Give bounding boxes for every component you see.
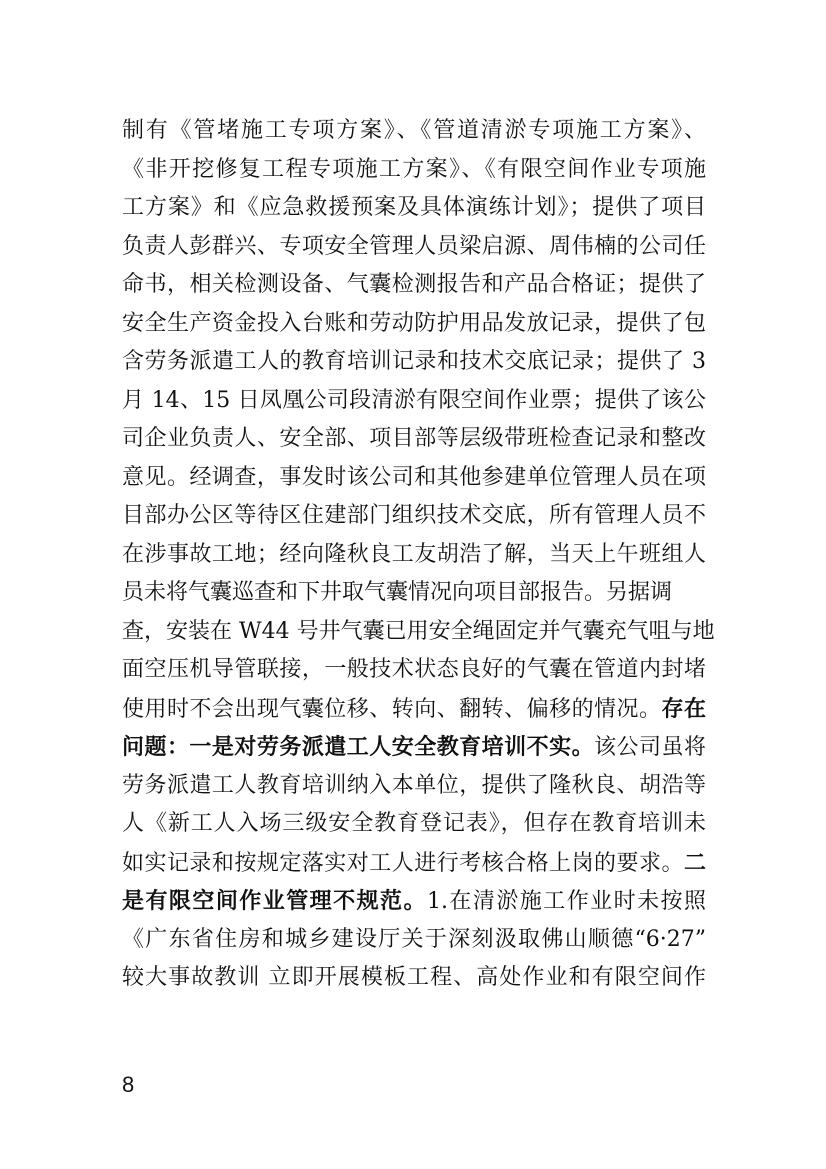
text-line [122, 459, 706, 498]
text-line [122, 266, 706, 305]
text-segment: 使用时不会出现气囊位移、转向、翻转、偏移的情况。 [122, 696, 662, 722]
text-segment: 司企业负责人、安全部、项目部等层级带班检查记录和整改 [122, 426, 706, 451]
text-line [122, 497, 706, 536]
bold-text-segment: 存在 [661, 695, 706, 722]
text-line [122, 921, 706, 960]
text-segment: 查，安装在 W44 号井气囊已用安全绳固定并气囊充气咀与地 [122, 618, 715, 644]
text-segment: 目部办公区等待区住建部门组织技术交底，所有管理人员不 [122, 503, 706, 528]
text-line [122, 690, 706, 729]
text-segment: 如实记录和按规定落实对工人进行考核合格上岗的要求。 [122, 850, 684, 876]
text-line [122, 651, 706, 690]
text-segment: 安全生产资金投入台账和劳动防护用品发放记录，提供了包 [122, 310, 706, 336]
page-number: 8 [122, 1072, 135, 1097]
text-segment: 《非开挖修复工程专项施工方案》、《有限空间作业专项施 [122, 156, 706, 182]
text-line [122, 151, 706, 190]
text-segment: 劳务派遣工人教育培训纳入本单位，提供了隆秋良、胡浩等 [122, 772, 706, 798]
text-line [122, 420, 706, 459]
text-line [122, 767, 706, 806]
text-segment: 意见。经调查，事发时该公司和其他参建单位管理人员在项 [122, 464, 706, 490]
text-line [122, 728, 706, 767]
text-segment: 月 14、15 日凤凰公司段清淤有限空间作业票；提供了该公 [122, 387, 706, 413]
document-body [122, 112, 715, 998]
text-segment: 负责人彭群兴、专项安全管理人员梁启源、周伟楠的公司任 [122, 233, 706, 259]
text-segment: 1.在清淤施工作业时未按照 [426, 889, 706, 914]
text-line [122, 382, 706, 421]
text-line [122, 228, 706, 267]
text-segment: 工方案》和《应急救援预案及具体演练计划》；提供了项目 [122, 195, 706, 220]
text-line [122, 305, 706, 344]
text-line [122, 959, 706, 998]
text-segment: 《广东省住房和城乡建设厅关于深刻汲取佛山顺德“6·27” [122, 926, 706, 952]
bold-text-segment: 是有限空间作业管理不规范。 [122, 888, 427, 914]
text-segment: 在涉事故工地；经向隆秋良工友胡浩了解，当天上午班组人 [122, 541, 706, 567]
text-segment: 命书，相关检测设备、气囊检测报告和产品合格证；提供了 [122, 272, 706, 297]
text-segment: 含劳务派遣工人的教育培训记录和技术交底记录；提供了 3 [122, 349, 706, 374]
text-line [122, 882, 706, 921]
text-line [122, 189, 706, 228]
text-segment: 该公司虽将 [594, 735, 706, 760]
text-line [122, 536, 706, 575]
text-segment: 人《新工人入场三级安全教育登记表》，但存在教育培训未 [122, 811, 706, 836]
bold-text-segment: 二 [683, 849, 706, 876]
text-segment: 面空压机导管联接，一般技术状态良好的气囊在管道内封堵 [122, 657, 706, 682]
text-line [122, 844, 706, 883]
text-line [122, 343, 706, 382]
text-segment: 制有《管堵施工专项方案》、《管道清淤专项施工方案》、 [122, 118, 706, 143]
bold-text-segment: 问题：一是对劳务派遣工人安全教育培训不实。 [122, 734, 595, 760]
text-line [122, 112, 706, 151]
text-line [122, 613, 715, 652]
text-segment: 较大事故教训 立即开展模板工程、高处作业和有限空间作 [122, 965, 706, 990]
text-segment: 员未将气囊巡查和下井取气囊情况向项目部报告。另据调 [122, 580, 673, 605]
text-line [122, 805, 706, 844]
text-line [122, 574, 706, 613]
